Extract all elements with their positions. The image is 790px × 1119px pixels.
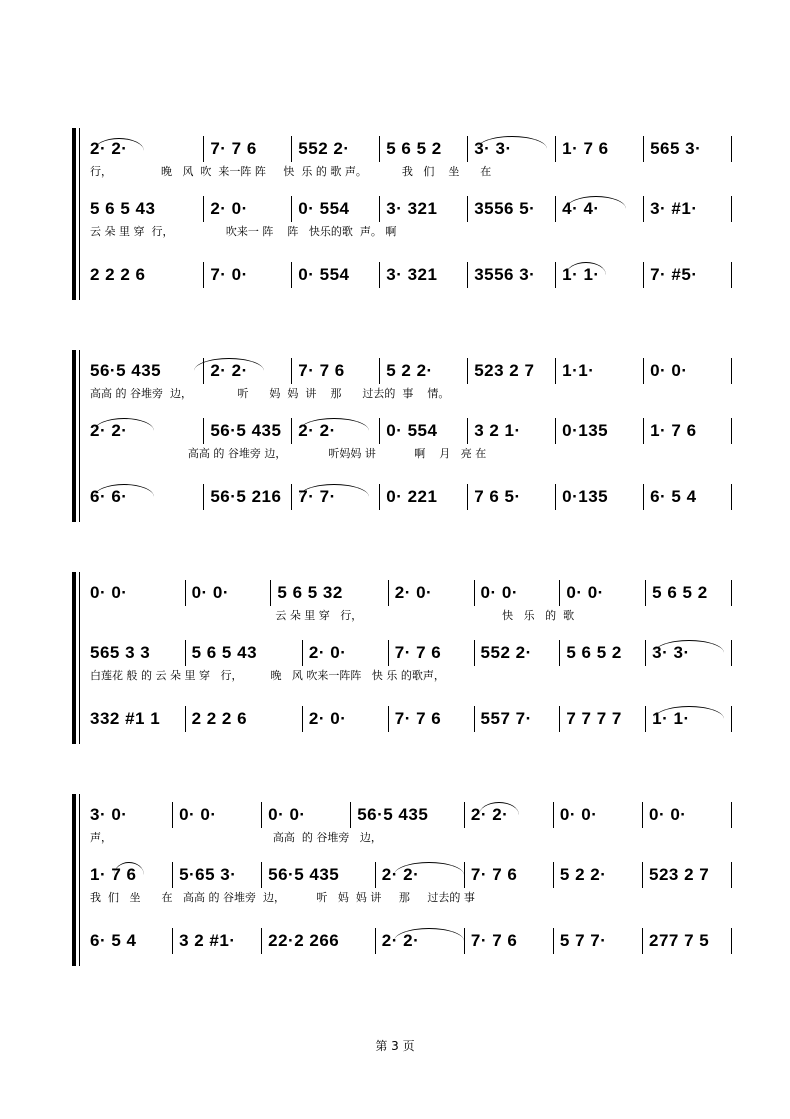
measure: 2· 0·	[302, 706, 388, 732]
measure: 5 6 5 2	[379, 136, 467, 162]
measure: 56·5 435	[203, 418, 291, 444]
measure: 3· 321	[379, 262, 467, 288]
notes-row	[84, 802, 732, 828]
score-system-2	[72, 350, 732, 522]
lyric-line: 我 们 坐 在 高高 的 谷堆旁 边， 听 妈 妈 讲 那 过去的 事	[90, 891, 475, 904]
lyric-line: 行， 晚 风 吹 来一阵 阵 快 乐 的 歌 声。 我 们 坐 在	[90, 165, 492, 178]
measure: 3· #1·	[643, 196, 732, 222]
measure: 22·2 266	[261, 928, 375, 954]
measure: 557 7·	[474, 706, 560, 732]
measure: 0· 0·	[643, 358, 732, 384]
score-system-4	[72, 794, 732, 966]
lyric-line: 云 朵 里 穿 行， 吹来一 阵 阵 快乐的歌 声。 啊	[90, 225, 397, 238]
measure: 1· 7 6	[90, 865, 137, 884]
measure: 0· 554	[291, 262, 379, 288]
notes-row	[84, 196, 732, 222]
measure: 1· 1·	[645, 706, 732, 732]
measure: 0· 554	[291, 196, 379, 222]
measure: 0·135	[555, 484, 643, 510]
voice-1	[84, 358, 732, 404]
measure: 332 #1 1	[90, 709, 161, 728]
measure: 3556 3·	[467, 262, 555, 288]
measure: 0· 0·	[559, 580, 645, 606]
measure: 2· 0·	[302, 640, 388, 666]
measure: 7· 7 6	[464, 928, 553, 954]
lyric-line: 高高 的 谷堆旁 边， 听妈妈 讲 啊 月 亮 在	[90, 447, 487, 460]
notes-row	[84, 928, 732, 954]
measure: 0· 0·	[642, 802, 732, 828]
measure: 7· 7 6	[388, 706, 474, 732]
measure: 3 2 #1·	[172, 928, 261, 954]
measure: 7 7 7 7	[559, 706, 645, 732]
measure: 2· 2·	[375, 928, 464, 954]
measure: 7· 7 6	[203, 136, 291, 162]
voice-3	[84, 262, 732, 288]
measure: 0· 0·	[90, 583, 128, 602]
measure: 56·5 435	[350, 802, 464, 828]
page-number: 第 3 页	[375, 1039, 415, 1053]
measure: 5 6 5 32	[270, 580, 387, 606]
measure: 0· 0·	[261, 802, 350, 828]
measure: 2· 2·	[291, 418, 379, 444]
measure: 523 2 7	[467, 358, 555, 384]
measure: 2· 2·	[375, 862, 464, 888]
measure: 3· 0·	[90, 805, 128, 824]
notes-row	[84, 484, 732, 510]
measure: 5 2 2·	[553, 862, 642, 888]
measure: 7· #5·	[643, 262, 732, 288]
voice-1	[84, 580, 732, 626]
measure: 4· 4·	[555, 196, 643, 222]
measure: 1·1·	[555, 358, 643, 384]
measure: 1· 7 6	[643, 418, 732, 444]
lyric-line: 白莲花 般 的 云 朵 里 穿 行， 晚 风 吹来一阵阵 快 乐 的歌声，	[90, 669, 445, 682]
measure: 0· 221	[379, 484, 467, 510]
voice-1	[84, 136, 732, 182]
lyric-line: 高高 的 谷堆旁 边， 听 妈 妈 讲 那 过去的 事 情。	[90, 387, 450, 400]
measure: 1· 7 6	[555, 136, 643, 162]
measure: 2 2 2 6	[185, 706, 302, 732]
measure: 3 2 1·	[467, 418, 555, 444]
measure: 552 2·	[291, 136, 379, 162]
measure: 7· 0·	[203, 262, 291, 288]
voice-3	[84, 706, 732, 732]
notes-row	[84, 136, 732, 162]
measure: 5 6 5 43	[185, 640, 302, 666]
measure: 0· 0·	[474, 580, 560, 606]
voice-2	[84, 640, 732, 686]
measure: 6· 6·	[90, 487, 128, 506]
measure: 0·135	[555, 418, 643, 444]
notes-row	[84, 418, 732, 444]
measure: 7· 7 6	[291, 358, 379, 384]
notes-row	[84, 262, 732, 288]
measure: 2· 2·	[203, 358, 291, 384]
lyric-line: 声， 高高 的 谷堆旁 边，	[90, 831, 382, 844]
score-system-3	[72, 572, 732, 744]
measure: 2· 2·	[90, 421, 128, 440]
measure: 56·5 216	[203, 484, 291, 510]
measure: 7· 7 6	[388, 640, 474, 666]
measure: 3· 3·	[645, 640, 732, 666]
voice-2	[84, 418, 732, 464]
notes-row	[84, 358, 732, 384]
measure: 7 6 5·	[467, 484, 555, 510]
measure: 0· 0·	[172, 802, 261, 828]
lyric-line: 云 朵 里 穿 行， 快 乐 的 歌	[90, 609, 575, 622]
measure: 2 2 2 6	[90, 265, 146, 284]
measure: 2· 0·	[388, 580, 474, 606]
measure: 5 7 7·	[553, 928, 642, 954]
measure: 552 2·	[474, 640, 560, 666]
measure: 5 6 5 2	[559, 640, 645, 666]
measure: 523 2 7	[642, 862, 732, 888]
measure: 5·65 3·	[172, 862, 261, 888]
measure: 565 3·	[643, 136, 732, 162]
measure: 565 3 3	[90, 643, 151, 662]
notes-row	[84, 640, 732, 666]
measure: 3· 3·	[467, 136, 555, 162]
measure: 7· 7·	[291, 484, 379, 510]
measure: 2· 2·	[90, 139, 128, 158]
measure: 56·5 435	[90, 361, 162, 380]
measure: 2· 0·	[203, 196, 291, 222]
voice-3	[84, 928, 732, 954]
voice-1	[84, 802, 732, 848]
measure: 0· 0·	[553, 802, 642, 828]
measure: 5 6 5 2	[645, 580, 732, 606]
measure: 277 7 5	[642, 928, 732, 954]
measure: 1· 1·	[555, 262, 643, 288]
measure: 3· 321	[379, 196, 467, 222]
score-system-1	[72, 128, 732, 300]
measure: 5 6 5 43	[90, 199, 156, 218]
measure: 2· 2·	[464, 802, 553, 828]
measure: 5 2 2·	[379, 358, 467, 384]
measure: 7· 7 6	[464, 862, 553, 888]
voice-2	[84, 196, 732, 242]
measure: 56·5 435	[261, 862, 375, 888]
voice-2	[84, 862, 732, 908]
measure: 6· 5 4	[643, 484, 732, 510]
notes-row	[84, 862, 732, 888]
measure: 0· 0·	[185, 580, 271, 606]
measure: 3556 5·	[467, 196, 555, 222]
measure: 6· 5 4	[90, 931, 137, 950]
notes-row	[84, 580, 732, 606]
measure: 0· 554	[379, 418, 467, 444]
notes-row	[84, 706, 732, 732]
voice-3	[84, 484, 732, 510]
